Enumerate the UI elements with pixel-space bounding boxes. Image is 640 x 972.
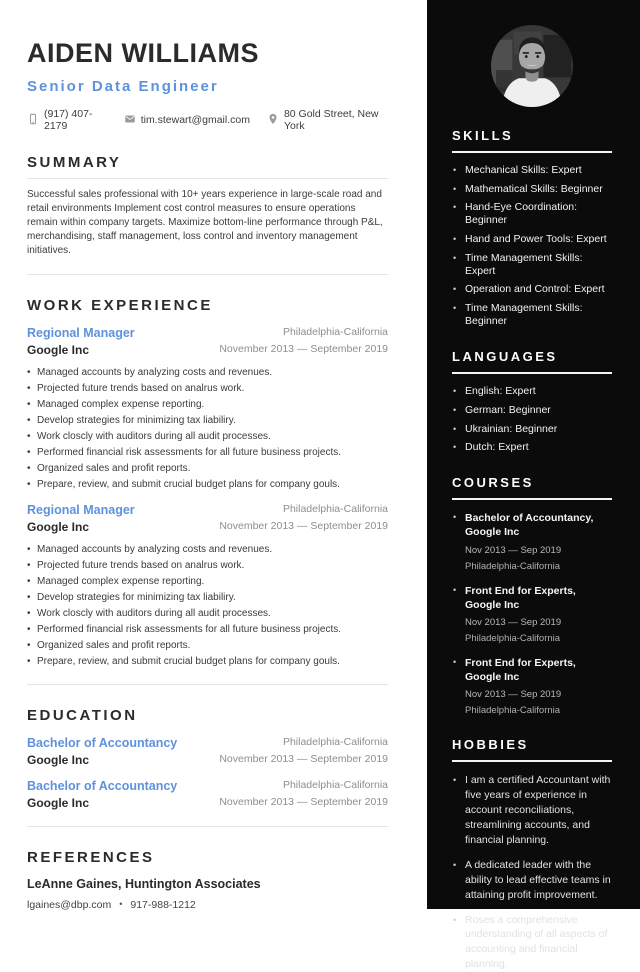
- skill-item: • Operation and Control: Expert: [452, 283, 612, 296]
- section-summary: [27, 154, 388, 258]
- summary-heading: SUMMARY: [27, 154, 122, 171]
- divider-line: [27, 684, 388, 685]
- job-left: [27, 503, 135, 534]
- sidebar: [427, 0, 640, 971]
- address-text: 80 Gold Street, New York: [283, 108, 379, 132]
- hobbies-list: [452, 773, 612, 972]
- education-location: Philadelphia-California: [282, 736, 388, 748]
- course-title: • Front End for Experts, Google Inc: [465, 656, 576, 684]
- education-school: Google Inc: [27, 796, 90, 810]
- job-bullet: • Managed accounts by analyzing costs and revenues.: [27, 543, 388, 556]
- education-right: [219, 736, 388, 765]
- job-bullet: • Prepare, review, and submit crucial budget plans for company gouls.: [27, 478, 388, 491]
- job-bullet: • Work closcly with auditors during all audit processes.: [27, 607, 388, 620]
- course-dates: Nov 2013 — Sep 2019: [465, 544, 562, 556]
- summary-text: Successful sales professional with 10+ years experience in large-scale road and retail environments Implement cost control measures to ensure operations remain within company targets. Maximize bottom-line performance through P&L, merchandising, staff management, loss control and inventory management initiatives.: [27, 189, 383, 256]
- skills-list: [452, 164, 612, 328]
- education-degree: Bachelor of Accountancy: [27, 779, 178, 793]
- skill-item: • Time Management Skills: Expert: [452, 252, 612, 278]
- reference-phone: 917-988-1212: [130, 899, 196, 911]
- skill-item: • Time Management Skills: Beginner: [452, 302, 612, 328]
- candidate-name: AIDEN WILLIAMS: [27, 38, 259, 68]
- reference-email: lgaines@dbp.com: [27, 899, 112, 911]
- section-references: [27, 849, 388, 911]
- phone-text: (917) 407-2179: [44, 108, 93, 132]
- education-left: [27, 736, 177, 767]
- skills-heading: SKILLS: [452, 128, 612, 153]
- job-bullet: • Prepare, review, and submit crucial budget plans for company gouls.: [27, 655, 388, 668]
- contact-phone: [27, 108, 107, 132]
- sidebar-section-languages: [452, 349, 612, 454]
- skill-item: • Mechanical Skills: Expert: [452, 164, 612, 177]
- avatar-illustration: [491, 25, 573, 107]
- separator-dot: [111, 899, 130, 911]
- job-entry: [27, 503, 388, 668]
- job-bullet: • Work closcly with auditors during all audit processes.: [27, 430, 388, 443]
- education-heading: EDUCATION: [27, 707, 138, 724]
- languages-heading: LANGUAGES: [452, 349, 612, 374]
- job-bullet: • Performed financial risk assessments for all future business projects.: [27, 446, 388, 459]
- course-location: Philadelphia-California: [465, 705, 561, 717]
- languages-list: [452, 385, 612, 454]
- education-header: [27, 736, 388, 767]
- education-entry: [27, 736, 388, 767]
- education-dates: November 2013 — September 2019: [219, 796, 388, 808]
- skill-item: • Hand and Power Tools: Expert: [452, 233, 612, 246]
- job-company: Google Inc: [27, 520, 90, 534]
- job-bullet: • Develop strategies for minimizing tax liabiliry.: [27, 414, 388, 427]
- job-bullet: • Organized sales and profit reports.: [27, 462, 388, 475]
- education-degree: Bachelor of Accountancy: [27, 736, 178, 750]
- courses-list: [452, 511, 612, 716]
- sidebar-section-skills: [452, 128, 612, 328]
- language-item: • English: Expert: [452, 385, 612, 398]
- phone-icon: [27, 113, 39, 128]
- education-entry: [27, 779, 388, 810]
- divider-line: [27, 178, 388, 179]
- hobby-item: • A dedicated leader with the ability to lead effective teams in attaining profit improvement.: [452, 858, 612, 903]
- job-left: [27, 326, 135, 357]
- contact-row: [27, 108, 388, 132]
- profile-photo: [491, 25, 573, 107]
- job-dates: November 2013 — September 2019: [219, 520, 388, 532]
- job-company: Google Inc: [27, 343, 90, 357]
- course-item: [452, 511, 612, 571]
- job-bullet-list: [27, 543, 388, 668]
- job-header: [27, 503, 388, 534]
- education-dates: November 2013 — September 2019: [219, 753, 388, 765]
- job-bullet: • Managed complex expense reporting.: [27, 398, 388, 411]
- job-bullet: • Projected future trends based on analrus work.: [27, 559, 388, 572]
- education-header: [27, 779, 388, 810]
- job-right: [219, 326, 388, 355]
- course-item: [452, 656, 612, 716]
- job-bullet-list: [27, 366, 388, 491]
- hobby-item: • Roses a comprehensive understanding of all aspects of accounting and financial planning.: [452, 913, 612, 972]
- resume-header: [27, 38, 388, 132]
- language-item: • Ukrainian: Beginner: [452, 423, 612, 436]
- job-bullet: • Projected future trends based on analrus work.: [27, 382, 388, 395]
- job-bullet: • Managed complex expense reporting.: [27, 575, 388, 588]
- divider-line: [27, 274, 388, 275]
- education-location: Philadelphia-California: [282, 779, 388, 791]
- sidebar-section-courses: [452, 475, 612, 716]
- education-school: Google Inc: [27, 753, 90, 767]
- course-location: Philadelphia-California: [465, 632, 561, 644]
- contact-email: [124, 113, 250, 128]
- job-bullet: • Develop strategies for minimizing tax liabiliry.: [27, 591, 388, 604]
- work-heading: WORK EXPERIENCE: [27, 297, 213, 314]
- job-right: [219, 503, 388, 532]
- email-text: tim.stewart@gmail.com: [140, 114, 250, 126]
- language-item: • German: Beginner: [452, 404, 612, 417]
- job-location: Philadelphia-California: [282, 503, 388, 515]
- job-title: Regional Manager: [27, 326, 135, 340]
- reference-name: LeAnne Gaines, Huntington Associates: [27, 877, 261, 891]
- skill-item: • Mathematical Skills: Beginner: [452, 183, 612, 196]
- education-left: [27, 779, 177, 810]
- course-dates: Nov 2013 — Sep 2019: [465, 616, 562, 628]
- job-bullet: • Performed financial risk assessments for all future business projects.: [27, 623, 388, 636]
- references-heading: REFERENCES: [27, 849, 155, 866]
- job-bullet: • Managed accounts by analyzing costs and revenues.: [27, 366, 388, 379]
- section-education: [27, 707, 388, 810]
- candidate-title: Senior Data Engineer: [27, 78, 219, 95]
- email-icon: [124, 113, 136, 128]
- hobby-item: • I am a certified Accountant with five years of experience in account reconciliations, streamlining accounts, and financial planning.: [452, 773, 612, 848]
- courses-heading: COURSES: [452, 475, 612, 500]
- course-item: [452, 584, 612, 644]
- job-entry: [27, 326, 388, 491]
- language-item: • Dutch: Expert: [452, 441, 612, 454]
- hobbies-heading: HOBBIES: [452, 737, 612, 762]
- job-location: Philadelphia-California: [282, 326, 388, 338]
- contact-address: [267, 108, 388, 132]
- job-dates: November 2013 — September 2019: [219, 343, 388, 355]
- sidebar-section-hobbies: [452, 737, 612, 972]
- reference-contact: [27, 899, 388, 911]
- location-icon: [267, 113, 279, 128]
- divider-line: [27, 826, 388, 827]
- skill-item: • Hand-Eye Coordination: Beginner: [452, 201, 612, 227]
- job-header: [27, 326, 388, 357]
- education-right: [219, 779, 388, 808]
- section-work-experience: [27, 297, 388, 668]
- course-title: • Bachelor of Accountancy, Google Inc: [465, 512, 594, 539]
- job-bullet: • Organized sales and profit reports.: [27, 639, 388, 652]
- course-title: • Front End for Experts, Google Inc: [465, 584, 576, 611]
- course-dates: Nov 2013 — Sep 2019: [465, 689, 562, 701]
- course-location: Philadelphia-California: [465, 560, 561, 572]
- job-title: Regional Manager: [27, 503, 135, 517]
